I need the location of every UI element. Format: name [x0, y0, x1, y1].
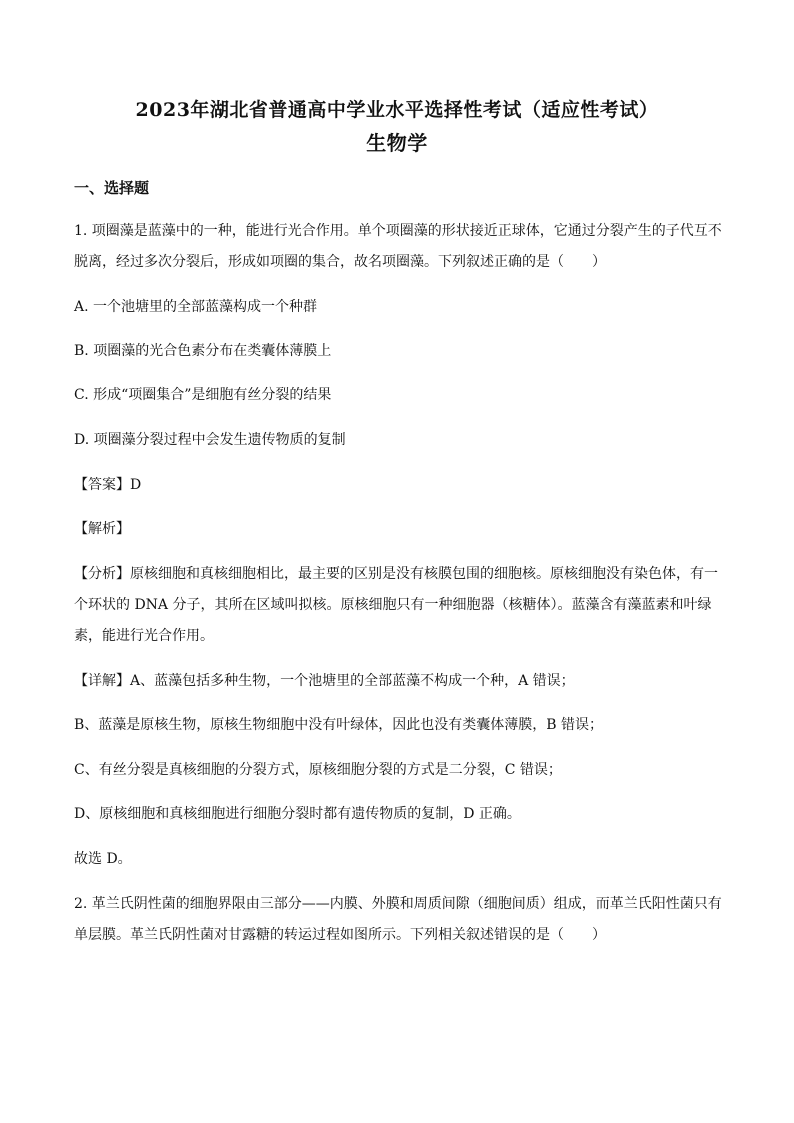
q2-stem-line2: 单层膜。革兰氏阴性菌对甘露糖的转运过程如图所示。下列相关叙述错误的是（ ）: [74, 927, 606, 943]
xiangjie-tag: 【详解】: [74, 673, 130, 689]
q1-answer-line: [74, 475, 734, 495]
q1-stem-line2: 脱离，经过多次分裂后，形成如项圈的集合，故名项圈藻。下列叙述正确的是（ ）: [74, 254, 606, 270]
q1-option-b: B. 项圈藻的光合色素分布在类囊体薄膜上: [74, 343, 332, 359]
subject-title: 生物学: [366, 131, 428, 155]
analysis-tag: 【解析】: [74, 521, 130, 537]
section-heading: 一、选择题: [74, 179, 150, 197]
fenxi-line1: [74, 564, 734, 584]
xiangjie-line-a: [74, 671, 734, 691]
fenxi-tag: 【分析】: [74, 566, 130, 582]
xiangjie-line-b: B、蓝藻是原核生物，原核生物细胞中没有叶绿体，因此也没有类囊体薄膜，B 错误；: [74, 717, 604, 733]
fenxi-text1: 原核细胞和真核细胞相比，最主要的区别是没有核膜包围的细胞核。原核细胞没有染色体，有一: [130, 566, 718, 582]
fenxi-line2: 个环状的 DNA 分子，其所在区域叫拟核。原核细胞只有一种细胞器（核糖体）。蓝藻含有藻蓝素和叶绿: [74, 597, 712, 613]
answer-tag: 【答案】: [74, 477, 130, 493]
fenxi-line3: 素，能进行光合作用。: [74, 628, 214, 644]
q1-conclusion: 故选 D。: [74, 851, 132, 867]
xiangjie-text-a: A、蓝藻包括多种生物，一个池塘里的全部蓝藻不构成一个种，A 错误；: [130, 673, 575, 689]
exam-title: 2023年湖北省普通高中学业水平选择性考试（适应性考试）: [135, 99, 659, 121]
xiangjie-line-c: C、有丝分裂是真核细胞的分裂方式，原核细胞分裂的方式是二分裂，C 错误；: [74, 762, 562, 778]
xiangjie-line-d: D、原核细胞和真核细胞进行细胞分裂时都有遗传物质的复制，D 正确。: [74, 806, 521, 822]
q1-option-c: C. 形成“项圈集合”是细胞有丝分裂的结果: [74, 387, 332, 403]
q2-stem-line1: 2. 革兰氏阴性菌的细胞界限由三部分——内膜、外膜和周质间隙（细胞间质）组成，而革兰氏阳性菌只有: [74, 896, 722, 912]
answer-value: D: [130, 477, 142, 493]
q1-option-d: D. 项圈藻分裂过程中会发生遗传物质的复制: [74, 432, 346, 448]
q1-option-a: A. 一个池塘里的全部蓝藻构成一个种群: [74, 299, 318, 315]
q1-stem-line1: 1. 项圈藻是蓝藻中的一种，能进行光合作用。单个项圈藻的形状接近正球体，它通过分裂产生的子代互不: [74, 223, 722, 239]
